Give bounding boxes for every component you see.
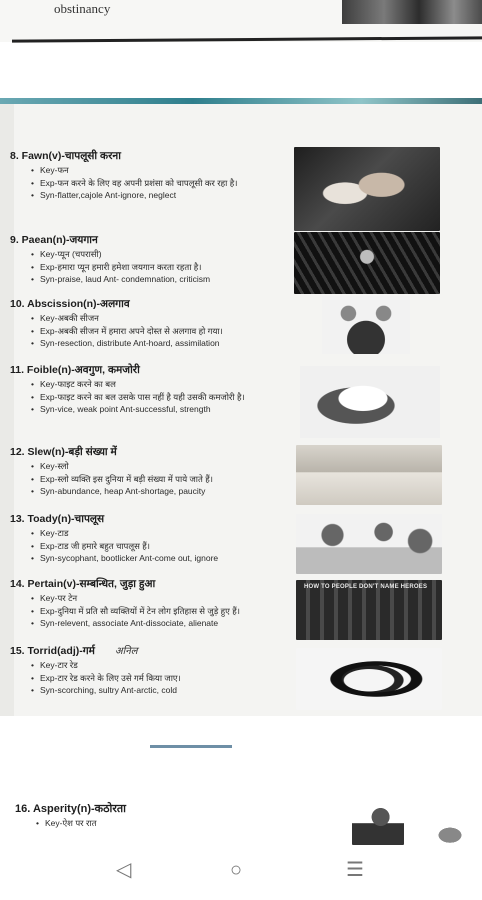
entry-key: • Key-ऐश पर रात [45, 817, 315, 830]
entry-key: • Key-पर टेन [40, 592, 292, 605]
page-divider [12, 36, 482, 42]
entry-example: • Exp-अबकी सीजन में हमारा अपने दोस्त से अलगाव हो गया। [40, 325, 292, 338]
illustration-fawn [294, 147, 440, 231]
vocab-entry-torrid [10, 645, 292, 697]
entry-heading: 16. Asperity(n)-कठोरता [15, 803, 126, 815]
entry-example: • Exp-फाइट करने का बल उसके पास नहीं है यही उसकी कमजोरी है। [40, 391, 292, 404]
previous-page-fragment [0, 0, 482, 42]
entry-synonyms: • Syn-resection, distribute Ant-hoard, assimilation [40, 337, 292, 350]
entry-key: • Key-टार रेड [40, 659, 292, 672]
next-page-band [150, 745, 232, 748]
poster-caption: HOW TO PEOPLE DON'T NAME HEROES [304, 584, 428, 590]
entry-key: • Key-प्यून (चपरासी) [40, 248, 292, 261]
vocab-entry-slew [10, 446, 292, 498]
entry-synonyms: • Syn-flatter,cajole Ant-ignore, neglect [40, 189, 292, 202]
vocab-entry-toady [10, 513, 292, 565]
entry-key: • Key-फाइट करने का बल [40, 378, 292, 391]
handwritten-note: अनिल [115, 646, 138, 657]
vocab-entry-paean [10, 234, 292, 286]
entry-example: • Exp-स्लो व्यक्ति इस दुनिया में बड़ी संख्या में पाये जाते हैं। [40, 473, 292, 486]
entry-heading: 15. Torrid(adj)-गर्म [10, 645, 95, 657]
entry-example: • Exp-दुनिया में प्रति सौ व्यक्तियों में टेन लोग इतिहास से जुड़े हुए हैं। [40, 605, 292, 618]
entry-example: • Exp-हमारा प्यून हमारी हमेशा जयगान करता रहता है। [40, 261, 292, 274]
system-navigation-bar [0, 846, 482, 900]
vocab-entry-pertain [10, 578, 292, 630]
entry-synonyms: • Syn-abundance, heap Ant-shortage, paucity [40, 485, 292, 498]
vocab-entry-abscission [10, 298, 292, 350]
entry-synonyms: • Syn-scorching, sultry Ant-arctic, cold [40, 684, 292, 697]
previous-page-photo [342, 0, 482, 24]
entry-heading: 9. Paean(n)-जयगान [10, 234, 98, 246]
entry-heading: 12. Slew(n)-बड़ी संख्या में [10, 446, 117, 458]
home-icon[interactable]: ○ [230, 859, 243, 881]
entry-key: • Key-स्लो [40, 460, 292, 473]
illustration-slew [296, 445, 442, 505]
previous-word: obstinancy [54, 1, 111, 16]
menu-icon[interactable]: ☰ [346, 859, 364, 881]
entry-heading: 14. Pertain(v)-सम्बन्धित, जुड़ा हुआ [10, 578, 156, 590]
entry-synonyms: • Syn-praise, laud Ant- condemnation, criticism [40, 273, 292, 286]
vocab-entry-fawn [10, 150, 292, 202]
entry-synonyms: • Syn-vice, weak point Ant-successful, strength [40, 403, 292, 416]
back-icon[interactable]: ◁ [116, 859, 132, 881]
illustration-asperity-2 [430, 822, 470, 844]
entry-heading: 11. Foible(n)-अवगुण, कमजोरी [10, 364, 140, 376]
vocab-entry-foible [10, 364, 292, 416]
illustration-foible [300, 366, 440, 438]
entry-example: • Exp-टाड जी हमारे बहुत चापलूस हैं। [40, 540, 292, 553]
entry-key: • Key-टाड [40, 527, 292, 540]
illustration-asperity [352, 805, 404, 845]
illustration-paean [294, 232, 440, 294]
entry-heading: 13. Toady(n)-चापलूस [10, 513, 105, 525]
illustration-toady [296, 514, 442, 574]
entry-key: • Key-अबकी सीजन [40, 312, 292, 325]
entry-example: • Exp-फन करने के लिए वह अपनी प्रशंसा को चापलूसी कर रहा है। [40, 177, 292, 190]
entry-synonyms: • Syn-sycophant, bootlicker Ant-come out, ignore [40, 552, 292, 565]
entry-example: • Exp-टार रेड करने के लिए उसे गर्म किया जाए। [40, 672, 292, 685]
entry-heading: 8. Fawn(v)-चापलूसी करना [10, 150, 121, 162]
vocab-entry-asperity [15, 803, 315, 830]
illustration-abscission [322, 296, 410, 354]
illustration-torrid [296, 648, 442, 710]
entry-key: • Key-फन [40, 164, 292, 177]
illustration-pertain [296, 580, 442, 640]
entry-synonyms: • Syn-relevent, associate Ant-dissociate, alienate [40, 617, 292, 630]
entry-heading: 10. Abscission(n)-अलगाव [10, 298, 130, 310]
